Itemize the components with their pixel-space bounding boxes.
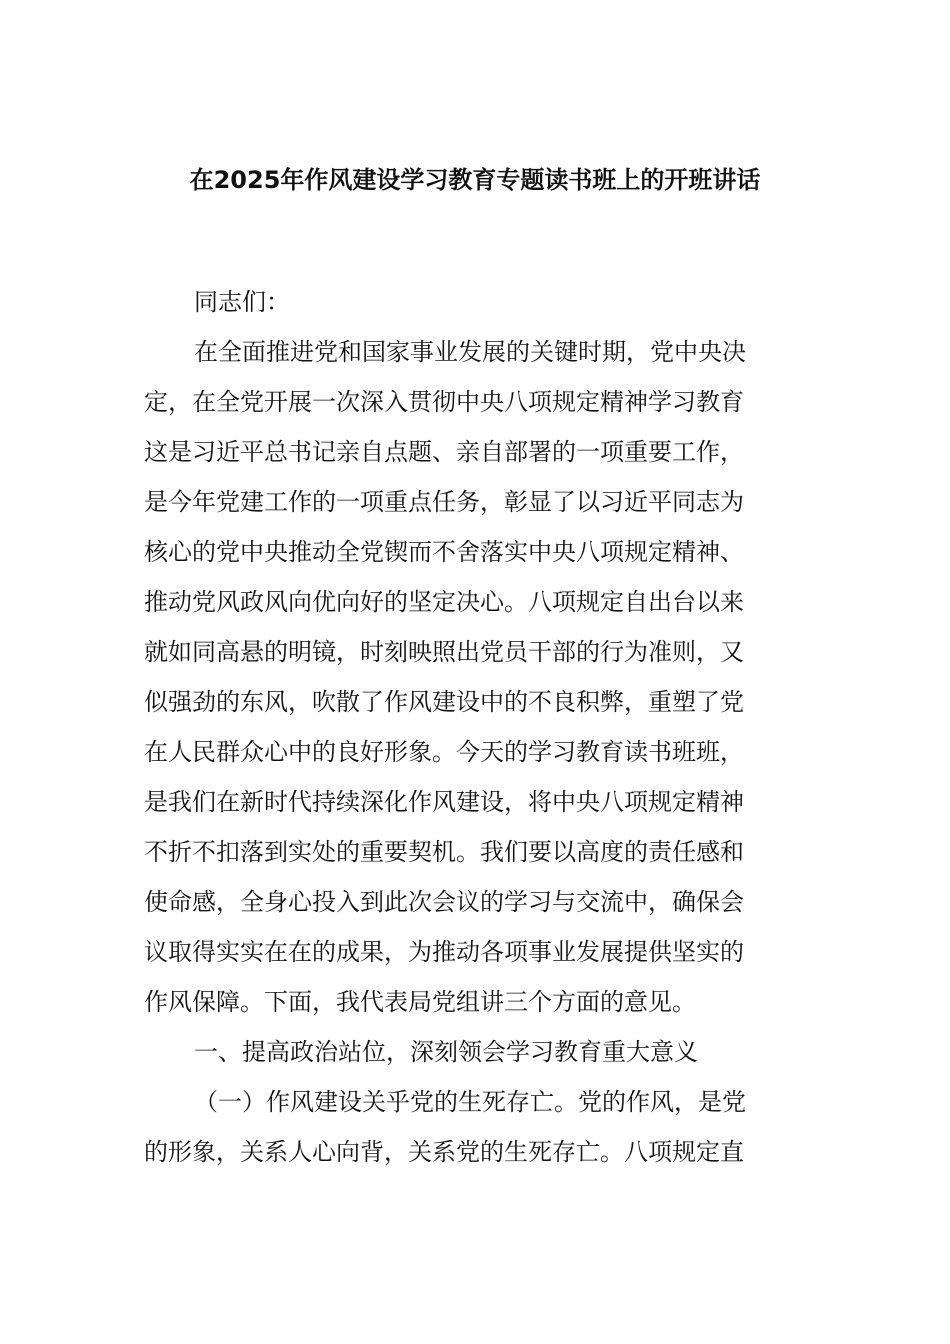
paragraph-line: 定，在全党开展一次深入贯彻中央八项规定精神学习教育 (144, 388, 744, 416)
paragraph-line: 作风保障。下面，我代表局党组讲三个方面的意见。 (144, 988, 696, 1016)
paragraph-line: 核心的党中央推动全党锲而不舍落实中央八项规定精神、 (144, 538, 744, 566)
paragraph-line: 使命感，全身心投入到此次会议的学习与交流中，确保会 (144, 888, 744, 916)
paragraph-line: 是我们在新时代持续深化作风建设，将中央八项规定精神 (144, 788, 744, 816)
paragraph-line: 不折不扣落到实处的重要契机。我们要以高度的责任感和 (144, 838, 744, 866)
paragraph-line: 在人民群众心中的良好形象。今天的学习教育读书班班， (144, 738, 744, 766)
section-heading: 一、提高政治站位，深刻领会学习教育重大意义 (194, 1038, 698, 1066)
paragraph-line: 就如同高悬的明镜，时刻映照出党员干部的行为准则，又 (144, 638, 744, 666)
paragraph-line: 推动党风政风向优向好的坚定决心。八项规定自出台以来 (144, 588, 744, 616)
paragraph-line: 似强劲的东风，吹散了作风建设中的不良积弊，重塑了党 (144, 688, 744, 716)
document-title: 在2025年作风建设学习教育专题读书班上的开班讲话 (189, 166, 761, 194)
paragraph-line: 的形象，关系人心向背，关系党的生死存亡。八项规定直 (144, 1138, 744, 1166)
salutation: 同志们： (194, 288, 290, 316)
paragraph-line: 这是习近平总书记亲自点题、亲自部署的一项重要工作， (144, 438, 744, 466)
paragraph-line: 是今年党建工作的一项重点任务，彰显了以习近平同志为 (144, 488, 744, 516)
subsection-line: （一）作风建设关乎党的生死存亡。党的作风，是党 (194, 1088, 746, 1116)
paragraph-line: 议取得实实在在的成果，为推动各项事业发展提供坚实的 (144, 938, 744, 966)
paragraph-line: 在全面推进党和国家事业发展的关键时期，党中央决 (194, 338, 746, 366)
